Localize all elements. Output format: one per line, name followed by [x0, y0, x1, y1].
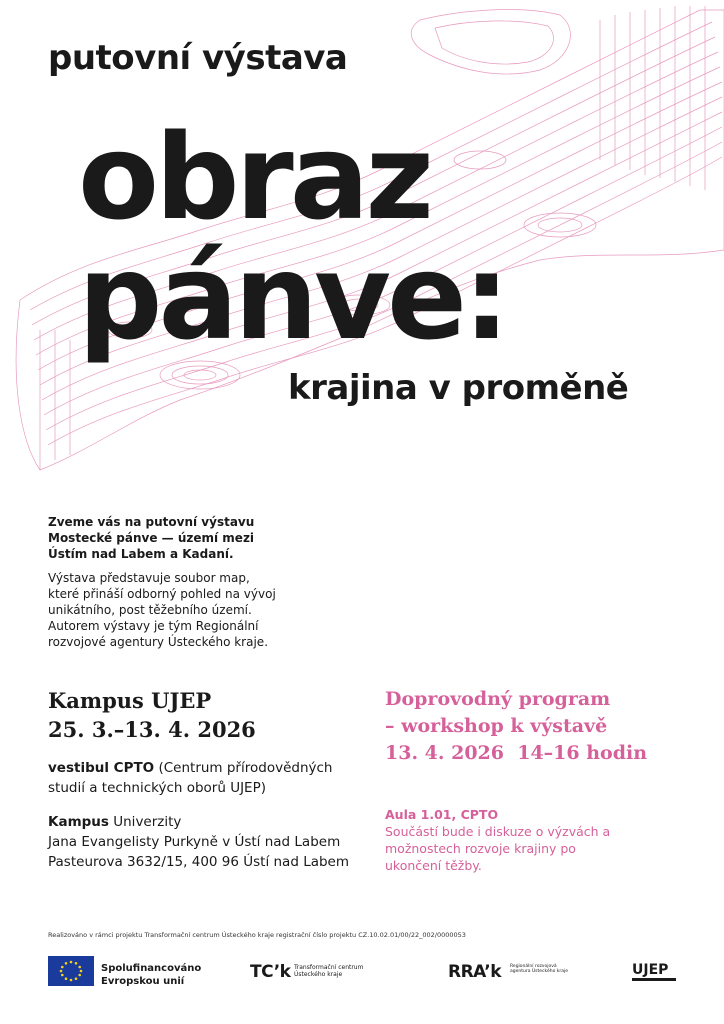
title-line-2: pánve: [78, 228, 507, 366]
eu-line-2: Evropskou unií [101, 976, 185, 987]
event-details [48, 758, 368, 886]
event-heading [48, 686, 256, 744]
funding-note: Realizováno v rámci projektu Transformační centrum Ústeckého kraje registrační číslo projektu CZ.10.02.01/00/22_002/0000053 [48, 931, 466, 939]
event-place [48, 758, 368, 798]
program-details [385, 806, 705, 874]
eu-funding-text [101, 962, 201, 988]
program-description: Součástí bude i diskuze o výzvách a možnostech rozvoje krajiny po ukončení těžby. [385, 824, 611, 873]
program-heading [385, 686, 647, 767]
program-room: Aula 1.01, CPTO [385, 807, 499, 822]
intro-body: Výstava představuje soubor map, které přináší odborný pohled na vývoj unikátního, post těžebního území. Autorem výstavy je tým Regionální rozvojové agentury Ústeckého kraje. [48, 571, 276, 649]
rrauk-logo-caption: Regionální rozvojová agentura Ústeckého kraje [510, 964, 569, 974]
event-address-line-2: Pasteurova 3632/15, 400 96 Ústí nad Labem [48, 854, 350, 870]
event-campus-label: Kampus [48, 814, 109, 830]
event-address-line-1: Jana Evangelisty Purkyně v Ústí nad Labem [48, 834, 341, 850]
event-place-detail: (Centrum přírodovědných studií a technických oborů UJEP) [48, 760, 333, 796]
event-address [48, 812, 368, 872]
intro-text [48, 514, 278, 658]
event-campus-detail: Univerzity [113, 814, 182, 830]
intro-lead: Zveme vás na putovní výstavu Mostecké pánve — území mezi Ústím nad Labem a Kadaní. [48, 515, 255, 561]
program-datetime: 13. 4. 2026 14–16 hodin [385, 742, 648, 764]
program-title-line-1: Doprovodný program [385, 688, 611, 710]
event-place-label: vestibul CPTO [48, 760, 155, 776]
event-venue: Kampus UJEP [48, 688, 212, 713]
ujep-logo: UJEP [632, 962, 669, 978]
program-title-line-2: – workshop k výstavě [385, 715, 608, 737]
ujep-logo-bar [632, 978, 676, 981]
tcuk-logo-caption: Transformační centrum Ústeckého kraje [294, 964, 364, 978]
eu-flag-icon [48, 956, 94, 986]
rrauk-logo-word: RRA’k [448, 962, 502, 982]
event-dates: 25. 3.–13. 4. 2026 [48, 717, 256, 742]
eu-line-1: Spolufinancováno [101, 963, 202, 974]
tcuk-logo-word: TC’k [250, 962, 291, 982]
title-line-1: obraz [78, 108, 431, 246]
kicker-heading: putovní výstava [48, 38, 348, 78]
subtitle: krajina v proměně [288, 368, 629, 408]
